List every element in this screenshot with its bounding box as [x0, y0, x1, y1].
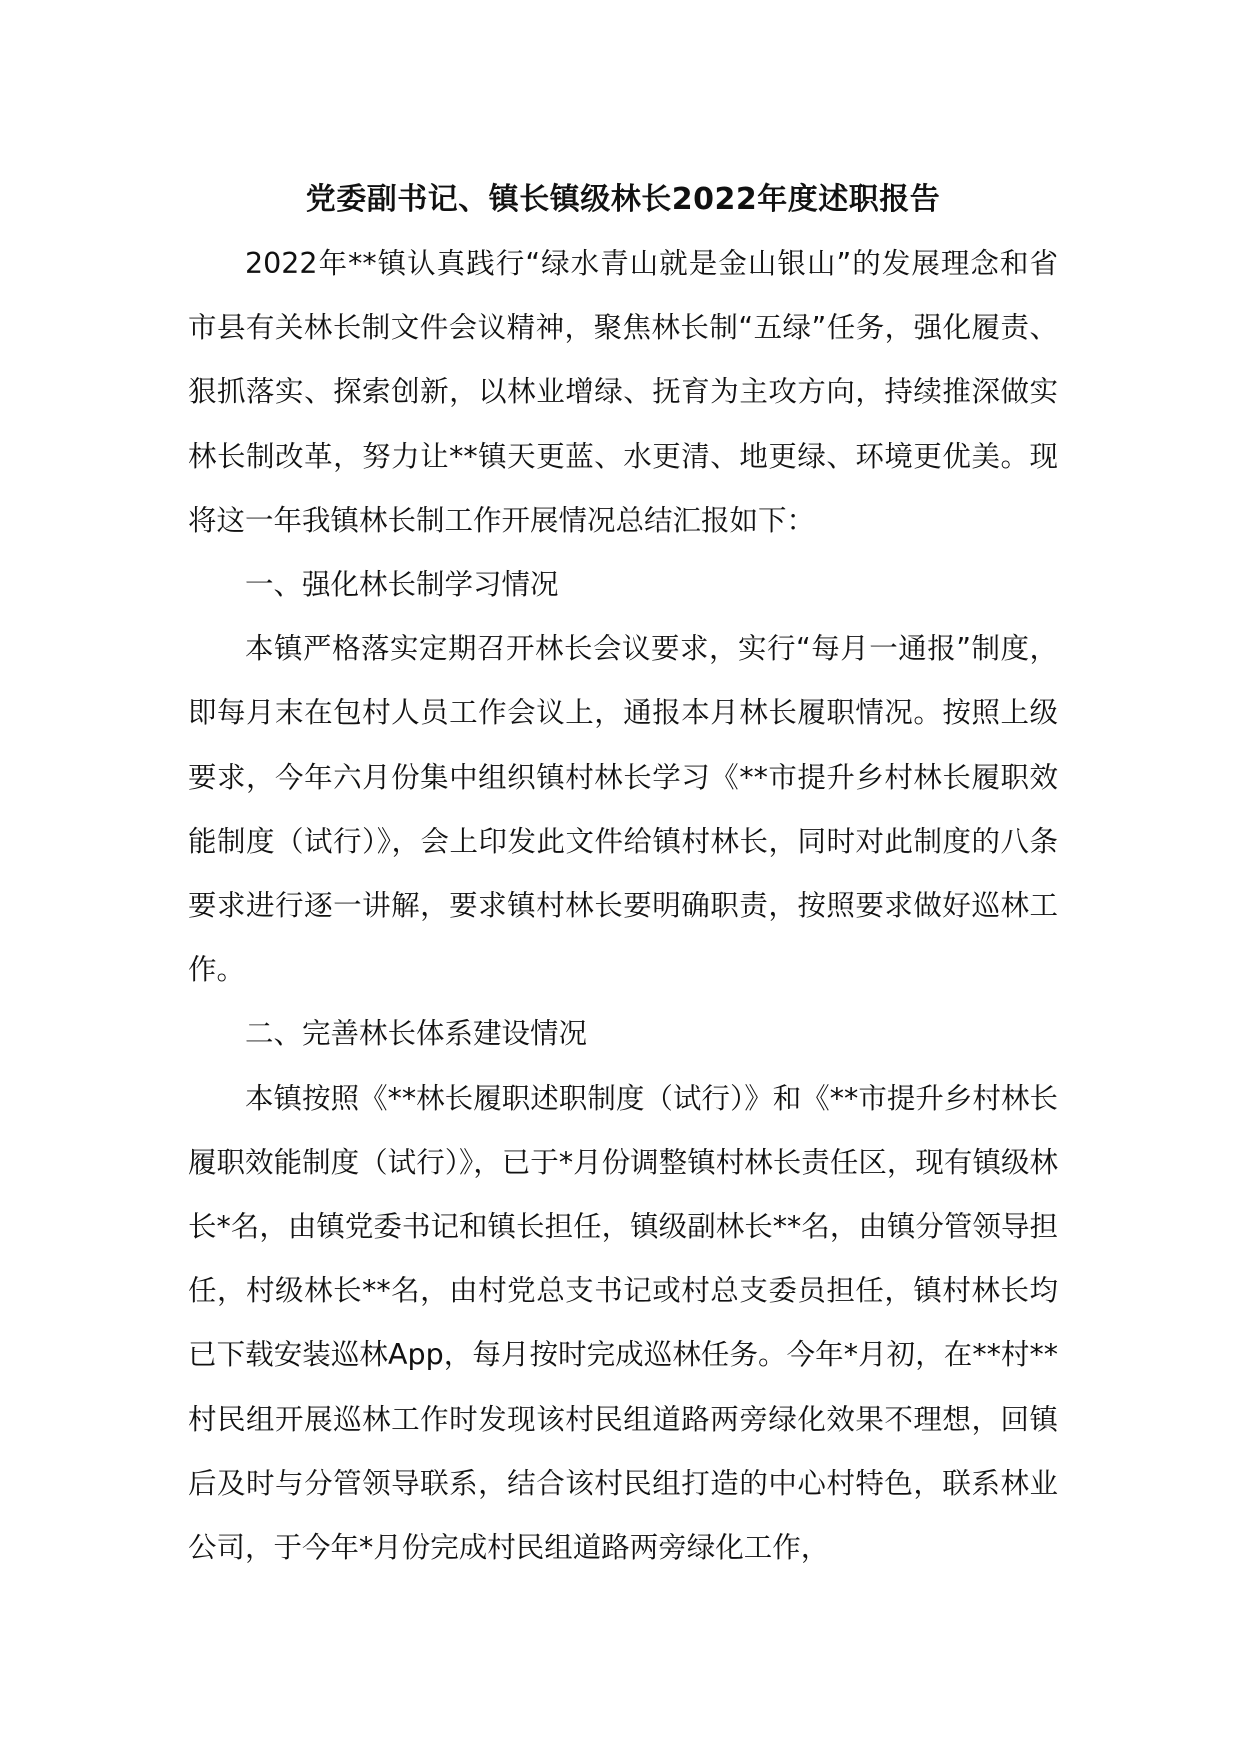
section-1-paragraph: 本镇严格落实定期召开林长会议要求，实行“每月一通报”制度，即每月末在包村人员工作会议上，通报本月林长履职情况。按照上级要求，今年六月份集中组织镇村林长学习《**市提升乡村林长履职效能制度（试行）》，会上印发此文件给镇村林长，同时对此制度的八条要求进行逐一讲解，要求镇村林长要明确职责，按照要求做好巡林工作。 [188, 632, 1058, 987]
section-2-heading: 二、完善林长体系建设情况 [245, 1017, 588, 1051]
document-title: 党委副书记、镇长镇级林长2022年度述职报告 [305, 182, 941, 217]
section-2-paragraph: 本镇按照《**林长履职述职制度（试行）》和《**市提升乡村林长履职效能制度（试行）》，已于*月份调整镇村林长责任区，现有镇级林长*名，由镇党委书记和镇长担任，镇级副林长**名，由镇分管领导担任，村级林长**名，由村党总支书记或村总支委员担任，镇村林长均已下载安装巡林App，每月按时完成巡林任务。今年*月初，在**村**村民组开展巡林工作时发现该村民组道路两旁绿化效果不理想，回镇后及时与分管领导联系，结合该村民组打造的中心村特色，联系林业公司，于今年*月份完成村民组道路两旁绿化工作， [188, 1081, 1058, 1565]
intro-paragraph: 2022年**镇认真践行“绿水青山就是金山银山”的发展理念和省市县有关林长制文件会议精神，聚焦林长制“五绿”任务，强化履责、狠抓落实、探索创新，以林业增绿、抚育为主攻方向，持续推深做实林长制改革，努力让**镇天更蓝、水更清、地更绿、环境更优美。现将这一年我镇林长制工作开展情况总结汇报如下： [188, 247, 1058, 537]
document-body [188, 168, 1058, 1580]
section-1-heading: 一、强化林长制学习情况 [245, 568, 559, 602]
